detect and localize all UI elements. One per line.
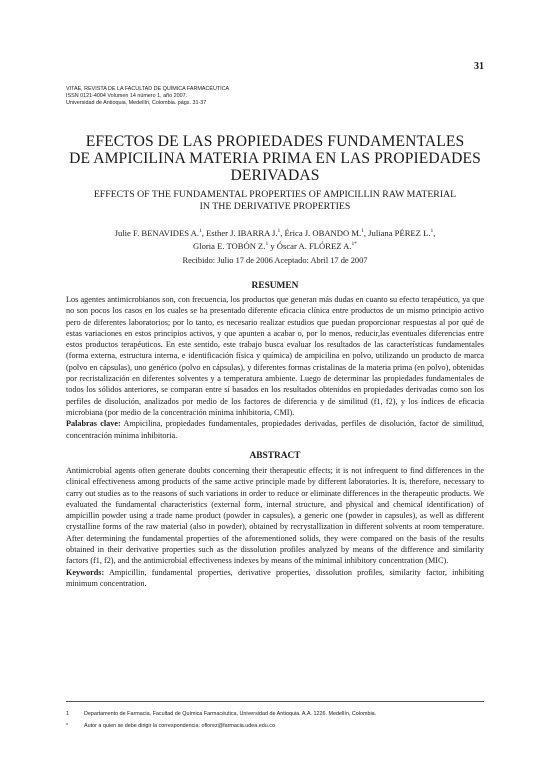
author-separator: , (363, 227, 369, 238)
palabras-clave-label: Palabras clave: (66, 419, 121, 429)
footnote-mark: * (66, 723, 69, 729)
author-separator: , (280, 227, 285, 238)
footnote-divider (66, 701, 484, 702)
resumen-heading: RESUMEN (251, 281, 299, 291)
journal-issn: ISSN 0121-4004 Volumen 14 número 1, año 2007. (66, 93, 188, 99)
author-name: Esther J. IBARRA J. (206, 227, 278, 238)
received-accepted-dates: Recibido: Julio 17 de 2006 Aceptado: Abril 17 de 2007 (182, 256, 368, 265)
author-affiliation-mark: 1* (351, 241, 358, 248)
journal-name: VITAE, REVISTA DE LA FACULTAD DE QUÍMICA FARMACÉUTICA (66, 86, 230, 92)
abstract-body: Antimicrobial agents often generate doubts concerning their therapeutic effects; it is not infrequent to find differences in the clinical effectiveness among products of the same active principle made by different laboratories. It is, therefore, necessary to carry out studies as to the reasons of such variations in order to reduce or eliminate differences in the therapeutic products. We evaluated the fundamental characteristics (external form, internal structure, and physical and chemical identification) of ampicillin powder using a trade name product (powder in capsules), a generic one (powder in capsules), as well as different crystalline forms of the raw material (also in powder), obtained by recrystallization in different solvents at room temperature. After determining the fundamental properties of the aforementioned solids, they were compared on the basis of the results obtained in their derivative properties such as the dissolution profiles analyzed by means of the difference and similarity factors (f1, f2), and the antimicrobial effectiveness indexes by means of the minimal inhibitory concentration (MIC). (66, 466, 484, 566)
resumen-section (66, 294, 484, 441)
author-line-1 (40, 226, 510, 239)
author-list (40, 226, 510, 253)
abstract-heading: ABSTRACT (249, 451, 301, 461)
author-line-2 (40, 239, 510, 252)
author-affiliation-mark: 1 (199, 228, 202, 234)
author-name: Gloria E. TOBÓN Z. (192, 241, 266, 252)
author-affiliation-mark: 1 (361, 228, 364, 234)
abstract-section (66, 465, 484, 589)
author-separator: , (433, 227, 436, 238)
english-title (40, 189, 510, 212)
palabras-clave-list: Ampicilina, propiedades fundamentales, propiedades derivadas, perfiles de disolución, factor de similitud, concentración mínima inhibitoria. (66, 419, 485, 440)
english-title-line-2: IN THE DERIVATIVE PROPERTIES (199, 200, 351, 212)
footnote-affiliation (66, 711, 496, 718)
journal-affiliation: Universidad de Antioquia, Medellín, Colombia. págs. 31-37 (66, 100, 207, 106)
article-title (40, 133, 510, 184)
english-title-line-1: EFFECTS OF THE FUNDAMENTAL PROPERTIES OF AMPICILLIN RAW MATERIAL (93, 189, 457, 200)
footnote-correspondence (66, 723, 496, 730)
article-title-line-1: EFECTOS DE LAS PROPIEDADES FUNDAMENTALES (85, 133, 465, 150)
author-affiliation-mark: 1 (265, 241, 269, 248)
keywords-list: Ampicillin, fundamental properties, derivative properties, dissolution profiles, similarity factor, inhibiting minimum concentration. (66, 567, 484, 588)
author-affiliation-mark: 1 (430, 228, 434, 234)
resumen-body: Los agentes antimicrobianos son, con frecuencia, los productos que generan más dudas en cuanto su efecto terapéutico, ya que no son pocos los casos en los cuales se ha presentado diferente eficacia clínica entre productos de un mismo principio activo pero de diferentes laboratorios; por lo tanto, es necesario realizar estudios que puedan proporcionar respuestas al por qué de estas variaciones en estos principios activos, y que apunten a acabar o, por lo menos, reducir,las eventuales diferencias entre estos productos terapéuticos. En este sentido, este trabajo busca evaluar los resultados de las características fundamentales (forma externa, estructura interna, e identificación física y química) de ampicilina en polvo, utilizando un producto de marca (polvo en cápsulas), uno genérico (polvo en cápsulas), y diferentes formas cristalinas de la materia prima (en polvo), obtenidas por recristalización en diferentes solventes y a temperatura ambiente. Luego de determinar las propiedades fundamentales de todos los sólidos anteriores, se comparan entre sí basados en los resultados obtenidos en propiedades derivadas como son los perfiles de disolución, analizados por medio de los factores de diferencia y de similitud (f1, f2), y los índices de eficacia microbiana (por medio de la concentración mínima inhibitoria, CMI). (66, 295, 484, 417)
author-affiliation-mark: 1 (277, 228, 281, 234)
footnote-text: Autor a quien se debe dirigir la correspondencia: oflorez@farmacia.udea.edu.co (84, 723, 275, 729)
article-title-line-2: DE AMPICILINA MATERIA PRIMA EN LAS PROPIEDADES (69, 150, 481, 167)
author-separator: , (201, 227, 207, 238)
author-name: Érica J. OBANDO M. (284, 227, 362, 238)
footnote-mark: 1 (66, 711, 69, 717)
author-name: Julie F. BENAVIDES A. (114, 227, 200, 238)
keywords-label: Keywords: (66, 567, 105, 577)
footnote-text: Departamento de Farmacia, Facultad de Química Farmacéutica, Universidad de Antioquia. A.A. 1226. Medellín, Colombia. (84, 711, 377, 717)
author-name: Juliana PÉREZ L. (368, 227, 431, 238)
journal-header (66, 86, 466, 107)
author-name: Óscar A. FLÓREZ A. (276, 241, 352, 252)
page-number: 31 (474, 61, 484, 72)
author-separator: y (268, 241, 277, 252)
article-title-line-3: DERIVADAS (230, 167, 320, 184)
